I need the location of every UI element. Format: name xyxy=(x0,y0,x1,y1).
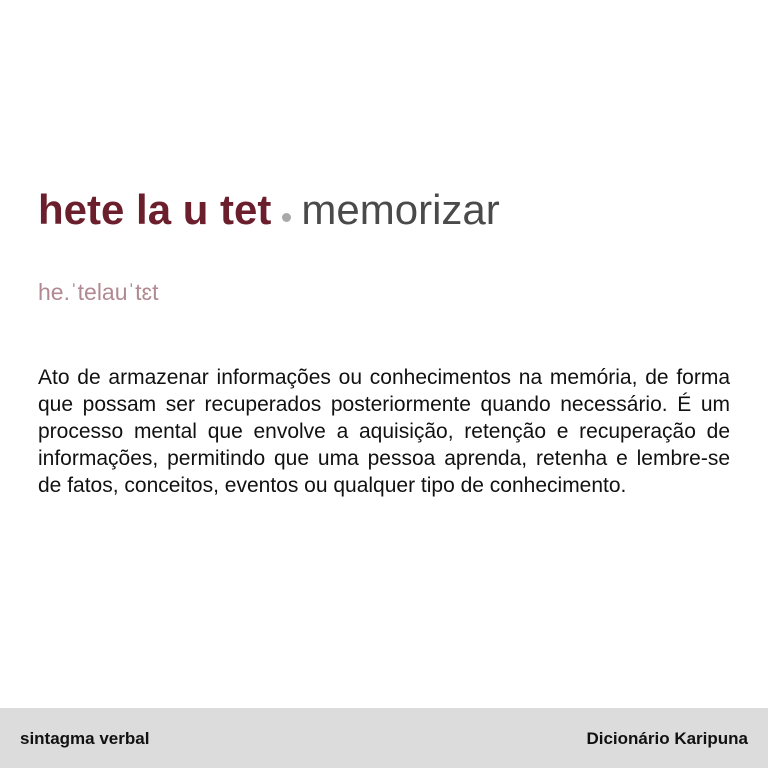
entry-header xyxy=(38,180,500,250)
phonetic-transcription: he.ˈtelauˈtɛt xyxy=(38,279,159,305)
translation: memorizar xyxy=(301,186,500,233)
footer-bar xyxy=(0,708,768,768)
headword: hete la u tet xyxy=(38,186,272,233)
definition-text: Ato de armazenar informações ou conhecimentos na memória, de forma que possam ser recuperados posteriormente quando necessário. É um processo mental que envolve a aquisição, retenção e recuperação de informações, permitindo que uma pessoa aprenda, retenha e lembre-se de fatos, conceitos, eventos ou qualquer tipo de conhecimento. xyxy=(38,366,730,497)
grammatical-category: sintagma verbal xyxy=(20,729,150,748)
dictionary-name: Dicionário Karipuna xyxy=(586,729,748,748)
separator-dot-icon xyxy=(282,213,291,222)
